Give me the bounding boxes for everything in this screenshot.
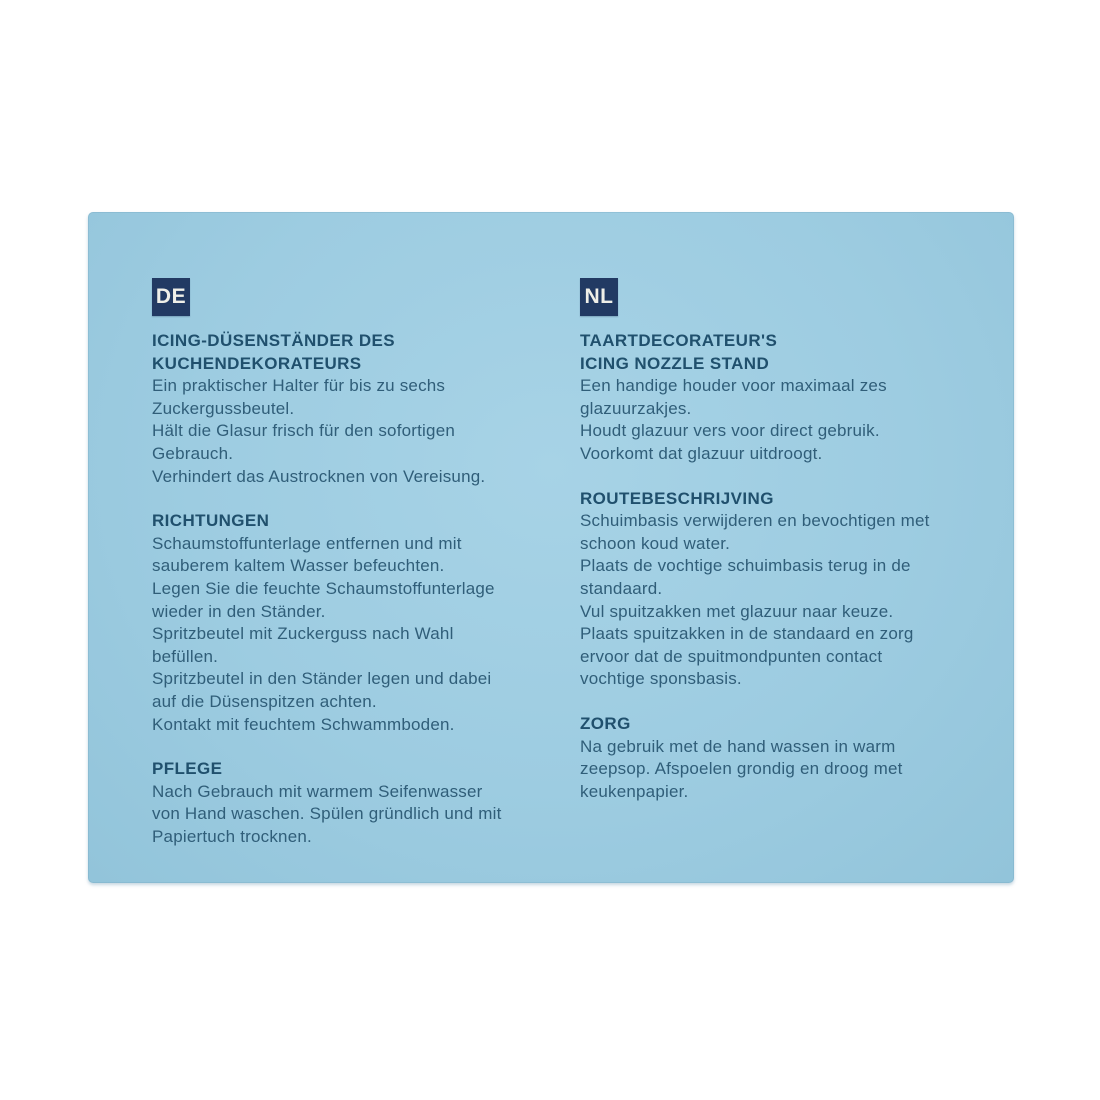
text-line: Nach Gebrauch mit warmem Seifenwasser [152,781,483,801]
text-line: Plaats de vochtige schuimbasis terug in de [580,556,911,576]
section-body-directions-nl [580,510,972,691]
text-line: ICING-DÜSENSTÄNDER DES [152,331,396,350]
text-line: ervoor dat de spuitmondpunten contact [580,646,883,666]
column-german [152,278,544,848]
text-line: schoon koud water. [580,533,731,553]
language-columns [88,212,1014,848]
text-line: Schaumstoffunterlage entfernen und mit [152,533,462,553]
text-line: Schuimbasis verwijderen en bevochtigen met [580,511,930,531]
section-heading-care-de: PFLEGE [152,759,223,779]
product-description-nl [580,375,972,465]
language-badge-de: DE [152,278,190,316]
text-line: auf die Düsenspitzen achten. [152,691,377,711]
text-line: Kontakt mit feuchtem Schwammboden. [152,714,455,734]
text-line: befüllen. [152,646,219,666]
language-badge-nl: NL [580,278,618,316]
text-line: Verhindert das Austrocknen von Vereisung. [152,466,486,486]
text-line: Spritzbeutel in den Ständer legen und dabei [152,669,492,689]
text-line: Een handige houder voor maximaal zes [580,376,887,396]
text-line: TAARTDECORATEUR'S [580,331,778,350]
section-heading-directions-de: RICHTUNGEN [152,511,270,531]
column-dutch [580,278,972,848]
product-title-de [152,330,544,375]
text-line: Na gebruik met de hand wassen in warm [580,736,896,756]
text-line: Legen Sie die feuchte Schaumstoffunterlage [152,578,495,598]
section-body-care-de [152,781,544,849]
text-line: Voorkomt dat glazuur uitdroogt. [580,443,823,463]
text-line: zeepsop. Afspoelen grondig en droog met [580,759,903,779]
text-line: wieder in den Ständer. [152,601,326,621]
text-line: glazuurzakjes. [580,398,692,418]
text-line: von Hand waschen. Spülen gründlich und mit [152,804,502,824]
text-line: Ein praktischer Halter für bis zu sechs [152,376,446,396]
section-body-care-nl [580,736,972,804]
section-body-directions-de [152,533,544,736]
text-line: Vul spuitzakken met glazuur naar keuze. [580,601,894,621]
section-heading-care-nl: ZORG [580,713,631,733]
text-line: Spritzbeutel mit Zuckerguss nach Wahl [152,624,454,644]
text-line: Plaats spuitzakken in de standaard en zorg [580,624,914,644]
text-line: KUCHENDEKORATEURS [152,353,362,373]
text-line: Papiertuch trocknen. [152,826,312,846]
text-line: Zuckergussbeutel. [152,398,295,418]
section-heading-directions-nl: ROUTEBESCHRIJVING [580,488,774,508]
text-line: vochtige sponsbasis. [580,669,742,689]
text-line: Hält die Glasur frisch für den sofortigen [152,421,456,441]
text-line: Gebrauch. [152,443,234,463]
product-description-de [152,375,544,488]
text-line: standaard. [580,578,663,598]
instruction-label-card [88,212,1014,883]
text-line: Houdt glazuur vers voor direct gebruik. [580,421,880,441]
text-line: ICING NOZZLE STAND [580,353,770,373]
text-line: sauberem kaltem Wasser befeuchten. [152,556,445,576]
text-line: keukenpapier. [580,781,689,801]
product-title-nl [580,330,972,375]
